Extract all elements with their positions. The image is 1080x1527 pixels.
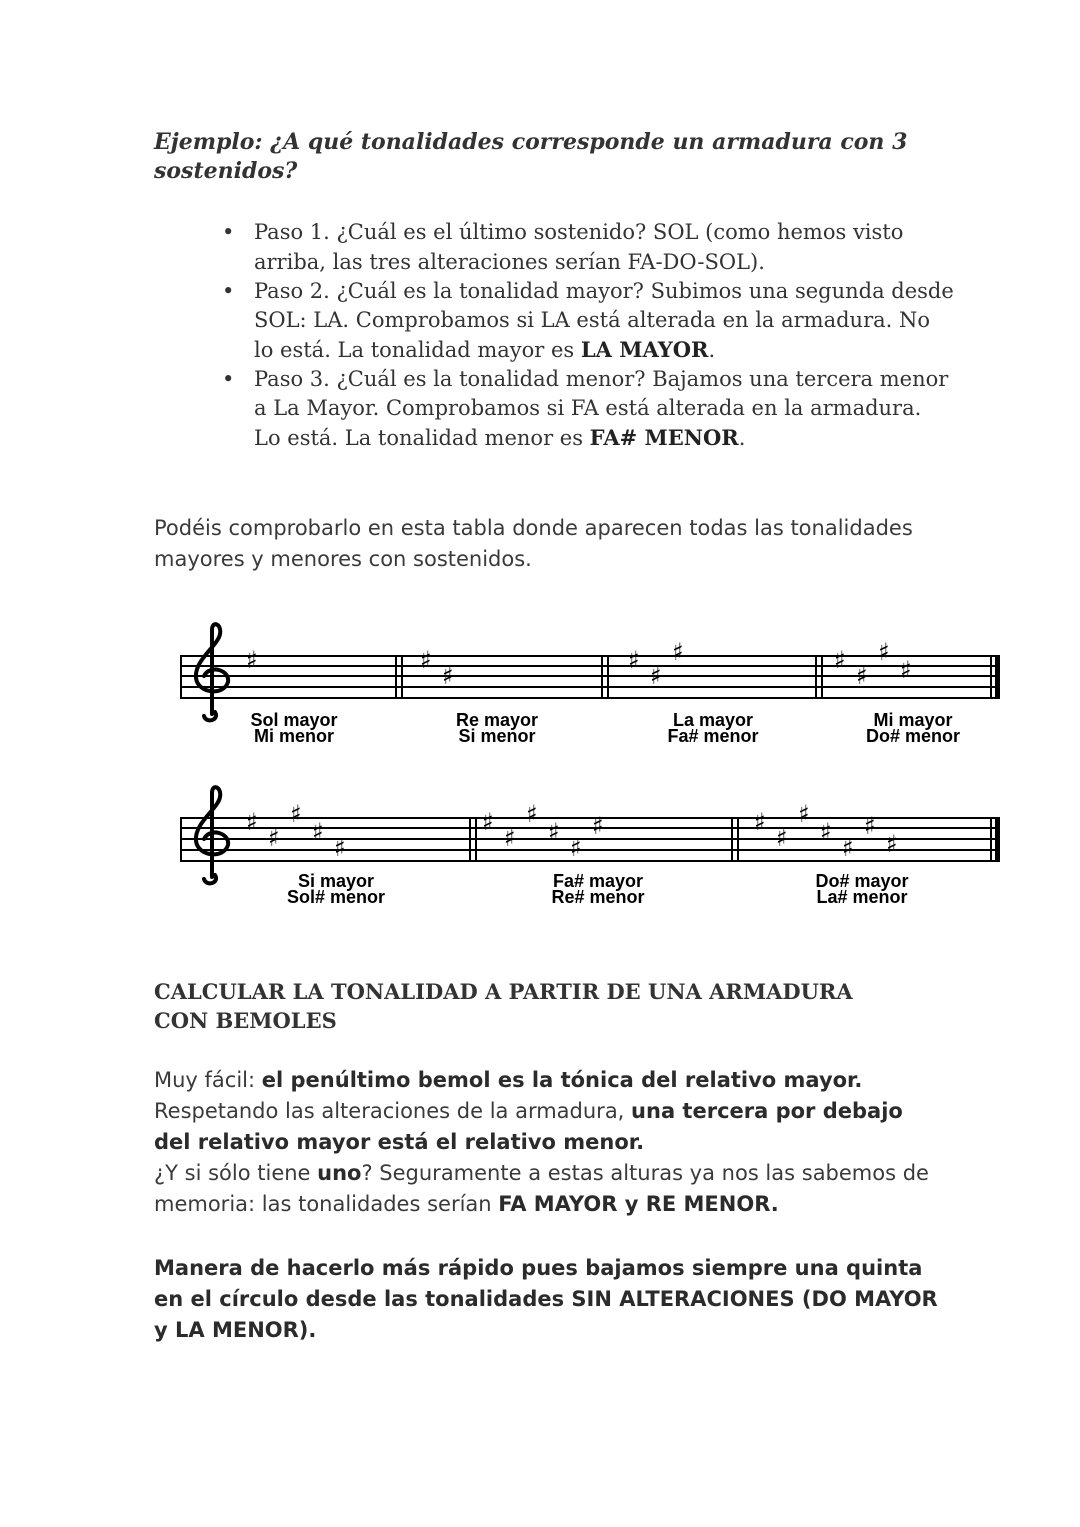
- step-text: Paso 1. ¿Cuál es el último sostenido? SOL (como hemos visto arriba, las tres alteraciones serían FA-DO-SOL).: [254, 220, 904, 274]
- key-signature-figure: [170, 620, 1010, 920]
- row2-labels: [287, 871, 909, 907]
- sharp-icon: ♯: [592, 812, 604, 840]
- text-bold: el penúltimo bemol es la tónica del relativo mayor.: [261, 1068, 863, 1092]
- sharp-icon: ♯: [570, 834, 582, 862]
- treble-clef-icon: [196, 787, 228, 883]
- row2-sharps: [246, 800, 898, 862]
- key-label-major: Mi mayor: [873, 710, 953, 730]
- bemoles-heading: CALCULAR LA TONALIDAD A PARTIR DE UNA ARMADURA CON BEMOLES: [154, 979, 853, 1033]
- text-run: ¿Y si sólo tiene: [154, 1161, 318, 1185]
- step-text-after: .: [708, 338, 716, 362]
- text-bold: una tercera por debajo del relativo mayor está el relativo menor.: [154, 1099, 903, 1154]
- sharp-icon: ♯: [628, 646, 640, 674]
- step-bold: FA# MENOR: [589, 425, 739, 450]
- sharp-icon: ♯: [312, 818, 324, 846]
- sharp-icon: ♯: [900, 656, 912, 684]
- sharp-icon: ♯: [878, 638, 890, 666]
- key-label-minor: La# menor: [816, 887, 908, 907]
- step-bold: LA MAYOR: [580, 337, 709, 362]
- text-bold: uno: [317, 1161, 362, 1185]
- key-label-major: Do# mayor: [815, 871, 909, 891]
- list-item: [254, 365, 954, 453]
- sharp-icon: ♯: [442, 662, 454, 690]
- step-text: Paso 2. ¿Cuál es la tonalidad mayor? Subimos una segunda desde SOL: LA. Comprobamos si LA está alterada en la armadura. No lo está. La tonalidad mayor es: [254, 279, 954, 362]
- treble-clef-icon: [196, 624, 228, 720]
- sharp-icon: ♯: [420, 646, 432, 674]
- key-label-minor: Re# menor: [551, 887, 645, 907]
- steps-list: [254, 218, 954, 453]
- text-run: Respetando las alteraciones de la armadura,: [154, 1099, 632, 1123]
- key-label-minor: Sol# menor: [286, 887, 386, 907]
- sharp-icon: ♯: [834, 646, 846, 674]
- sharp-icon: ♯: [842, 834, 854, 862]
- sharp-icon: ♯: [672, 638, 684, 666]
- sharp-icon: ♯: [754, 808, 766, 836]
- sharp-icon: ♯: [504, 824, 516, 852]
- quick-method-paragraph: Manera de hacerlo más rápido pues bajamos siempre una quinta en el círculo desde las tonalidades SIN ALTERACIONES (DO MAYOR y LA MENOR).: [154, 1256, 938, 1342]
- sharp-icon: ♯: [798, 800, 810, 828]
- key-label-major: Si mayor: [297, 871, 375, 891]
- key-label-major: Sol mayor: [250, 710, 338, 730]
- row1-sharps: [246, 638, 912, 690]
- staff-row-2: [180, 787, 1000, 883]
- key-label-major: Re mayor: [455, 710, 539, 730]
- text-bold: FA MAYOR y RE MENOR.: [498, 1192, 779, 1216]
- check-text: Podéis comprobarlo en esta tabla donde aparecen todas las tonalidades mayores y menores con sostenidos.: [154, 516, 913, 571]
- sharp-icon: ♯: [246, 808, 258, 836]
- bemoles-paragraph: [154, 1065, 944, 1220]
- step-text-after: .: [738, 426, 746, 450]
- list-item: [254, 277, 954, 365]
- key-label-major: Fa# mayor: [552, 871, 644, 891]
- step-text: Paso 3. ¿Cuál es la tonalidad menor? Bajamos una tercera menor a La Mayor. Comprobamos si FA está alterada en la armadura. Lo está. La tonalidad menor es: [254, 367, 949, 450]
- list-item: [254, 218, 954, 277]
- row1-labels: [250, 710, 960, 746]
- key-label-minor: Do# menor: [865, 726, 961, 746]
- sharp-icon: ♯: [650, 662, 662, 690]
- sharp-icon: ♯: [268, 824, 280, 852]
- key-label-minor: Si menor: [458, 726, 536, 746]
- staff-row-1: [180, 624, 1000, 720]
- sharp-icon: ♯: [886, 830, 898, 858]
- sharp-icon: ♯: [526, 800, 538, 828]
- sharp-icon: ♯: [864, 812, 876, 840]
- text-run: ? Seguramente a estas alturas ya nos las sabemos de memoria: las tonalidades serían: [154, 1161, 929, 1216]
- sharp-icon: ♯: [776, 824, 788, 852]
- sharp-icon: ♯: [820, 818, 832, 846]
- key-label-minor: Fa# menor: [667, 726, 759, 746]
- example-title: Ejemplo: ¿A qué tonalidades corresponde un armadura con 3 sostenidos?: [154, 129, 908, 184]
- sharp-icon: ♯: [246, 646, 258, 674]
- sharp-icon: ♯: [856, 662, 868, 690]
- sharp-icon: ♯: [290, 800, 302, 828]
- key-label-minor: Mi menor: [253, 726, 335, 746]
- text-run: Muy fácil:: [154, 1068, 262, 1092]
- sharp-icon: ♯: [548, 818, 560, 846]
- key-label-major: La mayor: [672, 710, 754, 730]
- sharp-icon: ♯: [334, 834, 346, 862]
- sharp-icon: ♯: [482, 808, 494, 836]
